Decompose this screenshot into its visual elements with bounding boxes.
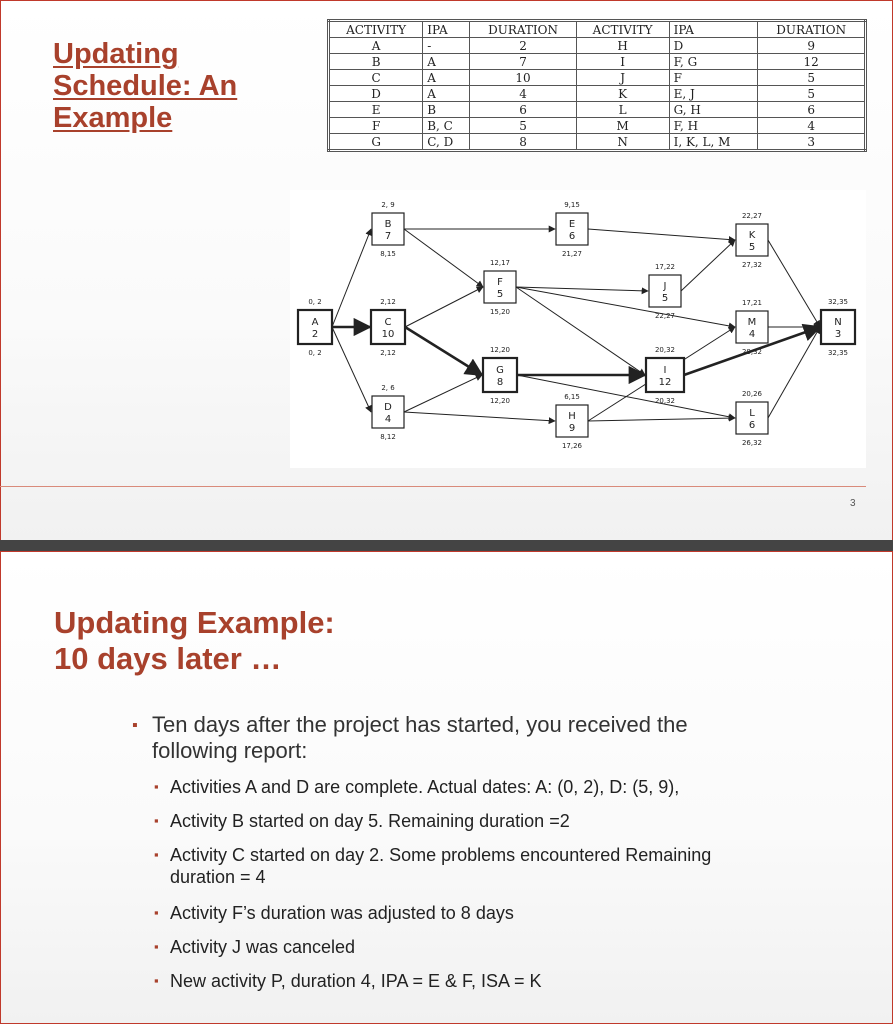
node-label: I bbox=[663, 365, 667, 376]
table-cell: G, H bbox=[669, 102, 758, 118]
bullet-icon: ▪ bbox=[154, 973, 159, 988]
table-cell: 10 bbox=[470, 70, 576, 86]
activity-node-d bbox=[372, 384, 404, 441]
slide-1-title: Updating Schedule: An Example bbox=[53, 38, 238, 134]
node-label: D bbox=[384, 402, 392, 413]
node-late-times: 28,32 bbox=[741, 348, 763, 356]
table-cell: 7 bbox=[470, 54, 576, 70]
node-late-times: 26,32 bbox=[741, 439, 763, 447]
edge-C-G bbox=[405, 327, 482, 375]
bullet-icon: ▪ bbox=[154, 905, 159, 920]
node-label: N bbox=[834, 317, 842, 328]
node-early-times: 32,35 bbox=[827, 298, 849, 306]
node-early-times: 12,17 bbox=[489, 259, 511, 267]
node-label: G bbox=[496, 365, 504, 376]
table-cell: M bbox=[576, 118, 669, 134]
table-cell: 8 bbox=[470, 134, 576, 151]
node-early-times: 6,15 bbox=[564, 393, 580, 401]
table-cell: H bbox=[576, 38, 669, 54]
activity-node-c bbox=[371, 298, 405, 357]
table-cell: D bbox=[669, 38, 758, 54]
table-row bbox=[329, 38, 866, 54]
table-cell: 5 bbox=[470, 118, 576, 134]
node-early-times: 2, 9 bbox=[381, 201, 395, 209]
node-label: F bbox=[497, 277, 503, 288]
sub-bullet-text: Activity F’s duration was adjusted to 8 days bbox=[170, 903, 514, 923]
slide-2-title bbox=[54, 605, 335, 677]
node-duration: 5 bbox=[748, 242, 756, 253]
node-duration: 5 bbox=[661, 293, 669, 304]
node-label: J bbox=[663, 281, 667, 292]
edge-K-N bbox=[768, 240, 820, 327]
table-cell: D bbox=[329, 86, 423, 102]
edge-A-B bbox=[332, 229, 371, 327]
table-cell: I, K, L, M bbox=[669, 134, 758, 151]
node-label: C bbox=[384, 317, 392, 328]
edge-C-F bbox=[405, 287, 483, 327]
sub-bullet-text: Activity B started on day 5. Remaining duration =2 bbox=[170, 811, 570, 831]
node-early-times: 2, 6 bbox=[381, 384, 395, 392]
table-cell: A bbox=[423, 70, 470, 86]
sub-bullet-text: Activities A and D are complete. Actual dates: A: (0, 2), D: (5, 9), bbox=[170, 777, 680, 797]
activity-node-j bbox=[649, 263, 681, 320]
node-late-times: 15,20 bbox=[489, 308, 511, 316]
activity-node-k bbox=[736, 212, 768, 269]
table-cell: A bbox=[423, 86, 470, 102]
sub-bullet-text: Activity C started on day 2. Some problems encountered Remaining duration = 4 bbox=[170, 845, 712, 887]
node-late-times: 17,26 bbox=[561, 442, 583, 450]
node-duration: 5 bbox=[496, 289, 504, 300]
table-cell: L bbox=[576, 102, 669, 118]
table-cell: I bbox=[576, 54, 669, 70]
activity-node-f bbox=[484, 259, 516, 316]
header-ipa-1: IPA bbox=[423, 21, 470, 38]
node-label: H bbox=[568, 411, 576, 422]
activity-table bbox=[327, 19, 867, 152]
table-row bbox=[329, 54, 866, 70]
node-early-times: 12,20 bbox=[489, 346, 511, 354]
edge-F-I bbox=[516, 287, 645, 375]
edge-E-K bbox=[588, 229, 735, 240]
activity-node-n bbox=[821, 298, 855, 357]
main-bullet-text: Ten days after the project has started, you received the following report: bbox=[152, 712, 688, 763]
table-cell: A bbox=[423, 54, 470, 70]
slide-2-title-line-2: 10 days later … bbox=[54, 641, 282, 676]
node-late-times: 20,32 bbox=[654, 397, 676, 405]
table-cell: F bbox=[669, 70, 758, 86]
node-early-times: 9,15 bbox=[564, 201, 580, 209]
bullet-icon: ▪ bbox=[154, 813, 159, 828]
table-cell: E bbox=[329, 102, 423, 118]
node-label: M bbox=[747, 317, 757, 328]
activity-node-g bbox=[483, 346, 517, 405]
table-cell: 5 bbox=[758, 86, 866, 102]
node-duration: 4 bbox=[384, 414, 392, 425]
edge-L-N bbox=[768, 327, 820, 418]
table-cell: 6 bbox=[758, 102, 866, 118]
node-label: L bbox=[749, 408, 755, 419]
bullet-icon: ▪ bbox=[132, 717, 138, 734]
header-ipa-2: IPA bbox=[669, 21, 758, 38]
slide-1-footer-line bbox=[0, 486, 866, 487]
node-duration: 2 bbox=[311, 329, 319, 340]
node-label: B bbox=[384, 219, 392, 230]
node-duration: 4 bbox=[748, 329, 756, 340]
node-early-times: 0, 2 bbox=[308, 298, 322, 306]
node-late-times: 0, 2 bbox=[308, 349, 322, 357]
table-cell: 4 bbox=[470, 86, 576, 102]
table-cell: 9 bbox=[758, 38, 866, 54]
edge-H-L bbox=[588, 418, 735, 421]
table-cell: 2 bbox=[470, 38, 576, 54]
slide-separator bbox=[0, 540, 893, 551]
table-cell: 4 bbox=[758, 118, 866, 134]
table-cell: B bbox=[423, 102, 470, 118]
header-duration-1: DURATION bbox=[470, 21, 576, 38]
node-early-times: 20,26 bbox=[741, 390, 763, 398]
node-late-times: 2,12 bbox=[380, 349, 396, 357]
node-label: A bbox=[311, 317, 319, 328]
activity-node-e bbox=[556, 201, 588, 258]
table-cell: E, J bbox=[669, 86, 758, 102]
sub-bullet-item bbox=[154, 970, 542, 992]
edge-F-M bbox=[516, 287, 735, 327]
bullet-icon: ▪ bbox=[154, 847, 159, 862]
node-early-times: 17,21 bbox=[741, 299, 763, 307]
main-bullet bbox=[132, 712, 772, 764]
node-duration: 12 bbox=[658, 377, 672, 388]
table-cell: 6 bbox=[470, 102, 576, 118]
table-cell: K bbox=[576, 86, 669, 102]
node-late-times: 22,27 bbox=[654, 312, 676, 320]
node-late-times: 32,35 bbox=[827, 349, 849, 357]
header-duration-2: DURATION bbox=[758, 21, 866, 38]
sub-bullet-item bbox=[154, 776, 679, 798]
table-cell: 5 bbox=[758, 70, 866, 86]
table-cell: F, H bbox=[669, 118, 758, 134]
node-late-times: 12,20 bbox=[489, 397, 511, 405]
header-activity-1: ACTIVITY bbox=[329, 21, 423, 38]
edge-D-H bbox=[404, 412, 555, 421]
node-label: E bbox=[568, 219, 576, 230]
slide-number: 3 bbox=[850, 498, 856, 509]
node-duration: 7 bbox=[384, 231, 392, 242]
table-row bbox=[329, 86, 866, 102]
table-cell: B, C bbox=[423, 118, 470, 134]
bullet-icon: ▪ bbox=[154, 779, 159, 794]
activity-node-h bbox=[556, 393, 588, 450]
table-cell: C bbox=[329, 70, 423, 86]
table-cell: F bbox=[329, 118, 423, 134]
node-label: K bbox=[748, 230, 756, 241]
node-late-times: 8,12 bbox=[380, 433, 396, 441]
table-cell: N bbox=[576, 134, 669, 151]
table-cell: 12 bbox=[758, 54, 866, 70]
node-late-times: 8,15 bbox=[380, 250, 396, 258]
node-early-times: 20,32 bbox=[654, 346, 676, 354]
table-cell: - bbox=[423, 38, 470, 54]
table-row bbox=[329, 134, 866, 151]
header-activity-2: ACTIVITY bbox=[576, 21, 669, 38]
sub-bullet-text: Activity J was canceled bbox=[170, 937, 356, 957]
network-diagram bbox=[290, 190, 866, 468]
activity-node-l bbox=[736, 390, 768, 447]
activity-node-b bbox=[372, 201, 404, 258]
edge-D-G bbox=[404, 375, 482, 412]
table-row bbox=[329, 102, 866, 118]
table-cell: A bbox=[329, 38, 423, 54]
node-duration: 8 bbox=[496, 377, 504, 388]
bullet-icon: ▪ bbox=[154, 939, 159, 954]
edge-A-D bbox=[332, 327, 371, 412]
table-cell: G bbox=[329, 134, 423, 151]
node-duration: 9 bbox=[568, 423, 576, 434]
node-late-times: 27,32 bbox=[741, 261, 763, 269]
node-early-times: 17,22 bbox=[654, 263, 676, 271]
edge-B-F bbox=[404, 229, 483, 287]
edge-J-K bbox=[681, 240, 735, 291]
activity-node-a bbox=[298, 298, 332, 357]
node-duration: 10 bbox=[381, 329, 395, 340]
node-duration: 3 bbox=[834, 329, 842, 340]
table-row bbox=[329, 70, 866, 86]
table-cell: 3 bbox=[758, 134, 866, 151]
node-early-times: 22,27 bbox=[741, 212, 763, 220]
activity-node-i bbox=[646, 346, 684, 405]
table-cell: B bbox=[329, 54, 423, 70]
node-duration: 6 bbox=[748, 420, 756, 431]
table-cell: C, D bbox=[423, 134, 470, 151]
sub-bullet-item bbox=[154, 844, 774, 888]
table-cell: J bbox=[576, 70, 669, 86]
slide-2-title-line-1: Updating Example: bbox=[54, 605, 335, 640]
node-late-times: 21,27 bbox=[561, 250, 583, 258]
sub-bullet-item bbox=[154, 810, 570, 832]
sub-bullet-item bbox=[154, 902, 514, 924]
table-cell: F, G bbox=[669, 54, 758, 70]
sub-bullet-text: New activity P, duration 4, IPA = E & F, ISA = K bbox=[170, 971, 542, 991]
table-row bbox=[329, 118, 866, 134]
node-early-times: 2,12 bbox=[380, 298, 396, 306]
sub-bullet-item bbox=[154, 936, 355, 958]
node-duration: 6 bbox=[568, 231, 576, 242]
